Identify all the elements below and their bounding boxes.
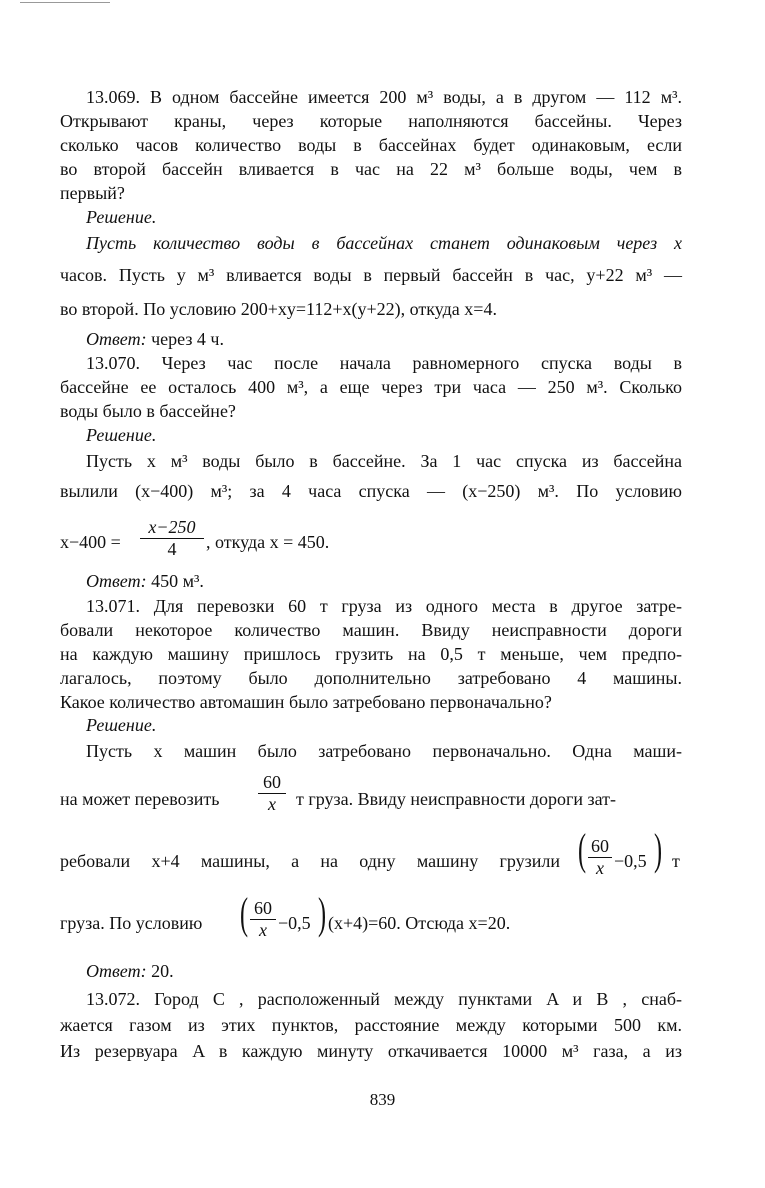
equation-13-070-right: , откуда x = 450.: [206, 532, 330, 552]
paren-left: (: [240, 889, 249, 938]
problem-13-069-line-2: Открывают краны, через которые наполняются бассейны. Через: [60, 111, 682, 131]
problem-13-072-line-1: 13.072. Город C , расположенный между пунктами A и B , снаб-: [86, 989, 682, 1009]
equation-13-070-left: x−400 =: [60, 532, 121, 552]
solution-13-069-line-3: во второй. По условию 200+xy=112+x(y+22), откуда x=4.: [60, 299, 497, 319]
paren-right: ): [318, 889, 327, 938]
problem-13-069-line-5: первый?: [60, 183, 125, 203]
solution-13-069-line-1: Пусть количество воды в бассейнах станет одинаковым через x: [86, 233, 682, 253]
answer-value: 450 м³.: [151, 571, 204, 591]
fraction-60-over-x: [258, 772, 286, 815]
fraction-denominator: x: [588, 857, 612, 879]
solution-heading: Решение.: [86, 715, 157, 735]
answer-value: через 4 ч.: [151, 329, 224, 349]
solution-13-071-line-2a: на может перевозить: [60, 789, 220, 809]
problem-13-069-line-1: 13.069. В одном бассейне имеется 200 м³ воды, а в другом — 112 м³.: [86, 87, 682, 107]
problem-13-071-line-3: на каждую машину пришлось грузить на 0,5 т меньше, чем предпо-: [60, 644, 682, 664]
unit-t: т: [672, 851, 680, 871]
problem-13-072-line-2: жается газом из этих пунктов, расстояние между которыми 500 км.: [60, 1015, 682, 1035]
solution-13-070-line-2: вылили (x−400) м³; за 4 часа спуска — (x−250) м³. По условию: [60, 481, 682, 501]
problem-13-070-line-2: бассейне ее осталось 400 м³, а еще через три часа — 250 м³. Сколько: [60, 377, 682, 397]
solution-13-071-line-4b: (x+4)=60. Отсюда x=20.: [328, 913, 511, 933]
problem-13-071-line-1: 13.071. Для перевозки 60 т груза из одного места в другое затре-: [86, 596, 682, 616]
answer-13-071: [86, 960, 682, 982]
problem-13-071-line-2: бовали некоторое количество машин. Ввиду неисправности дороги: [60, 620, 682, 640]
scan-artifact-line: [20, 2, 110, 5]
minus-half: −0,5: [278, 913, 311, 933]
fraction-numerator: 60: [591, 836, 609, 856]
solution-13-071-line-4a: груза. По условию: [60, 913, 203, 933]
solution-13-071-line-1: Пусть x машин было затребовано первоначально. Одна маши-: [86, 741, 682, 761]
page-number: 839: [369, 1090, 396, 1109]
answer-13-070: [86, 570, 682, 592]
answer-value: 20.: [151, 961, 174, 981]
equation-13-070-fraction: [140, 517, 204, 560]
solution-13-070-line-1: Пусть x м³ воды было в бассейне. За 1 час спуска из бассейна: [86, 451, 682, 471]
problem-13-070-line-3: воды было в бассейне?: [60, 401, 236, 421]
solution-13-071-line-2b: т груза. Ввиду неисправности дороги зат-: [296, 789, 617, 809]
paren-left: (: [578, 825, 587, 874]
answer-label: Ответ:: [86, 329, 147, 349]
problem-13-069-line-3: сколько часов количество воды в бассейнах будет одинаковым, если: [60, 135, 682, 155]
problem-13-072-line-3: Из резервуара A в каждую минуту откачивается 10000 м³ газа, а из: [60, 1041, 682, 1061]
fraction-denominator: 4: [140, 538, 204, 560]
problem-13-071-line-4: лагалось, поэтому было дополнительно затребовано 4 машины.: [60, 668, 682, 688]
fraction-60-over-x: [250, 898, 276, 941]
fraction-denominator: x: [250, 919, 276, 941]
fraction-denominator: x: [258, 793, 286, 815]
fraction-numerator: 60: [254, 898, 272, 918]
solution-13-069-line-2: часов. Пусть y м³ вливается воды в первый бассейн в час, y+22 м³ —: [60, 265, 682, 285]
solution-heading: Решение.: [86, 207, 157, 227]
solution-heading: Решение.: [86, 425, 157, 445]
problem-13-070-line-1: 13.070. Через час после начала равномерного спуска воды в: [86, 353, 682, 373]
solution-13-071-line-3a: ребовали x+4 машины, а на одну машину грузили: [60, 851, 560, 871]
answer-label: Ответ:: [86, 571, 147, 591]
problem-13-071-line-5: Какое количество автомашин было затребовано первоначально?: [60, 692, 552, 712]
answer-13-069: [86, 328, 682, 350]
answer-label: Ответ:: [86, 961, 147, 981]
problem-13-069-line-4: во второй бассейн вливается в час на 22 м³ больше воды, чем в: [60, 159, 682, 179]
paren-right: ): [654, 825, 663, 874]
fraction-numerator: 60: [263, 772, 281, 792]
fraction-numerator: x−250: [148, 517, 196, 537]
minus-half: −0,5: [614, 851, 647, 871]
fraction-60-over-x: [588, 836, 612, 879]
